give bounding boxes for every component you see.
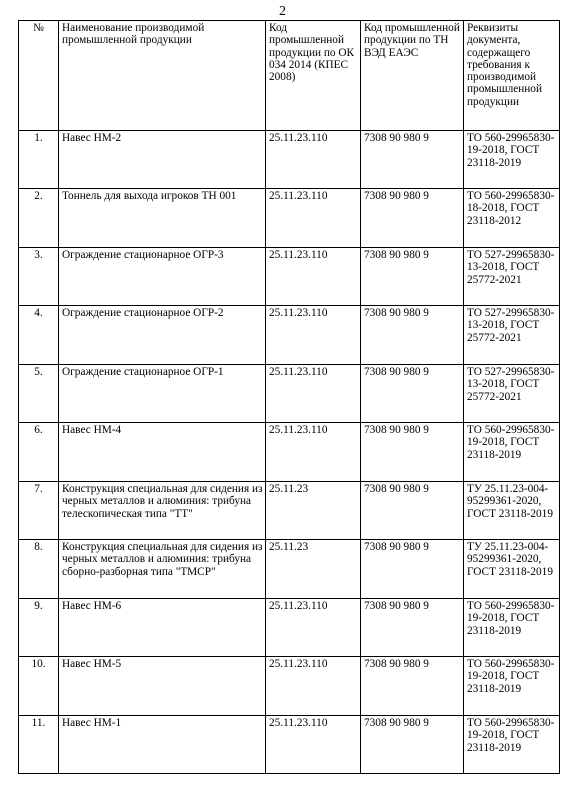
row-product-name: Навес НМ-4 bbox=[59, 423, 266, 482]
row-okpd-code: 25.11.23.110 bbox=[266, 716, 361, 774]
row-tnved-code: 7308 90 980 9 bbox=[361, 716, 464, 774]
row-product-name: Навес НМ-2 bbox=[59, 131, 266, 189]
table-row bbox=[19, 306, 560, 365]
row-okpd-code: 25.11.23.110 bbox=[266, 248, 361, 306]
row-product-name: Конструкция специальная для сидения из черных металлов и алюминия: трибуна телескопическая типа "ТТ" bbox=[59, 482, 266, 540]
row-number: 10. bbox=[19, 657, 59, 716]
table-header-row bbox=[19, 21, 560, 131]
row-product-name: Ограждение стационарное ОГР-1 bbox=[59, 365, 266, 423]
row-tnved-code: 7308 90 980 9 bbox=[361, 306, 464, 365]
row-product-name: Навес НМ-1 bbox=[59, 716, 266, 774]
row-okpd-code: 25.11.23 bbox=[266, 482, 361, 540]
row-tnved-code: 7308 90 980 9 bbox=[361, 482, 464, 540]
table-row bbox=[19, 540, 560, 599]
row-number: 1. bbox=[19, 131, 59, 189]
row-document-requisites: ТУ 25.11.23-004-95299361-2020, ГОСТ 23118-2019 bbox=[464, 482, 560, 540]
row-tnved-code: 7308 90 980 9 bbox=[361, 248, 464, 306]
table-body bbox=[19, 131, 560, 774]
row-document-requisites: ТО 527-29965830-13-2018, ГОСТ 25772-2021 bbox=[464, 248, 560, 306]
page-number: 2 bbox=[279, 4, 286, 19]
row-document-requisites: ТО 560-29965830-19-2018, ГОСТ 23118-2019 bbox=[464, 423, 560, 482]
table-row bbox=[19, 423, 560, 482]
row-product-name: Навес НМ-6 bbox=[59, 599, 266, 657]
table-row bbox=[19, 131, 560, 189]
row-product-name: Ограждение стационарное ОГР-2 bbox=[59, 306, 266, 365]
row-tnved-code: 7308 90 980 9 bbox=[361, 131, 464, 189]
row-product-name: Навес НМ-5 bbox=[59, 657, 266, 716]
row-okpd-code: 25.11.23.110 bbox=[266, 657, 361, 716]
row-number: 5. bbox=[19, 365, 59, 423]
header-tnved-code: Код промышленной продукции по ТН ВЭД ЕАЭС bbox=[361, 21, 464, 131]
row-okpd-code: 25.11.23.110 bbox=[266, 306, 361, 365]
row-okpd-code: 25.11.23.110 bbox=[266, 189, 361, 248]
header-number: № bbox=[19, 21, 59, 131]
row-number: 9. bbox=[19, 599, 59, 657]
row-number: 11. bbox=[19, 716, 59, 774]
header-document-requisites: Реквизиты документа, содержащего требования к производимой промышленной продукции bbox=[464, 21, 560, 131]
header-okpd-code: Код промышленной продукции по ОК 034 2014 (КПЕС 2008) bbox=[266, 21, 361, 131]
row-okpd-code: 25.11.23.110 bbox=[266, 131, 361, 189]
row-product-name: Тоннель для выхода игроков ТН 001 bbox=[59, 189, 266, 248]
table-row bbox=[19, 365, 560, 423]
table-row bbox=[19, 482, 560, 540]
row-product-name: Конструкция специальная для сидения из черных металлов и алюминия: трибуна сборно-разборная типа "ТМСР" bbox=[59, 540, 266, 599]
row-number: 7. bbox=[19, 482, 59, 540]
row-document-requisites: ТО 560-29965830-19-2018, ГОСТ 23118-2019 bbox=[464, 657, 560, 716]
row-tnved-code: 7308 90 980 9 bbox=[361, 540, 464, 599]
row-tnved-code: 7308 90 980 9 bbox=[361, 657, 464, 716]
table-row bbox=[19, 189, 560, 248]
table-row bbox=[19, 248, 560, 306]
row-document-requisites: ТО 560-29965830-19-2018, ГОСТ 23118-2019 bbox=[464, 131, 560, 189]
row-document-requisites: ТО 527-29965830-13-2018, ГОСТ 25772-2021 bbox=[464, 306, 560, 365]
row-number: 2. bbox=[19, 189, 59, 248]
row-document-requisites: ТО 527-29965830-13-2018, ГОСТ 25772-2021 bbox=[464, 365, 560, 423]
header-product-name: Наименование производимой промышленной продукции bbox=[59, 21, 266, 131]
row-tnved-code: 7308 90 980 9 bbox=[361, 599, 464, 657]
row-tnved-code: 7308 90 980 9 bbox=[361, 189, 464, 248]
table-row bbox=[19, 716, 560, 774]
row-document-requisites: ТО 560-29965830-19-2018, ГОСТ 23118-2019 bbox=[464, 599, 560, 657]
row-document-requisites: ТО 560-29965830-19-2018, ГОСТ 23118-2019 bbox=[464, 716, 560, 774]
row-okpd-code: 25.11.23.110 bbox=[266, 365, 361, 423]
row-tnved-code: 7308 90 980 9 bbox=[361, 365, 464, 423]
table-row bbox=[19, 657, 560, 716]
row-product-name: Ограждение стационарное ОГР-3 bbox=[59, 248, 266, 306]
row-document-requisites: ТУ 25.11.23-004-95299361-2020, ГОСТ 23118-2019 bbox=[464, 540, 560, 599]
products-table bbox=[18, 20, 560, 774]
table-row bbox=[19, 599, 560, 657]
row-number: 3. bbox=[19, 248, 59, 306]
row-number: 4. bbox=[19, 306, 59, 365]
row-okpd-code: 25.11.23.110 bbox=[266, 599, 361, 657]
row-document-requisites: ТО 560-29965830-18-2018, ГОСТ 23118-2012 bbox=[464, 189, 560, 248]
row-okpd-code: 25.11.23.110 bbox=[266, 423, 361, 482]
row-tnved-code: 7308 90 980 9 bbox=[361, 423, 464, 482]
row-okpd-code: 25.11.23 bbox=[266, 540, 361, 599]
row-number: 8. bbox=[19, 540, 59, 599]
row-number: 6. bbox=[19, 423, 59, 482]
